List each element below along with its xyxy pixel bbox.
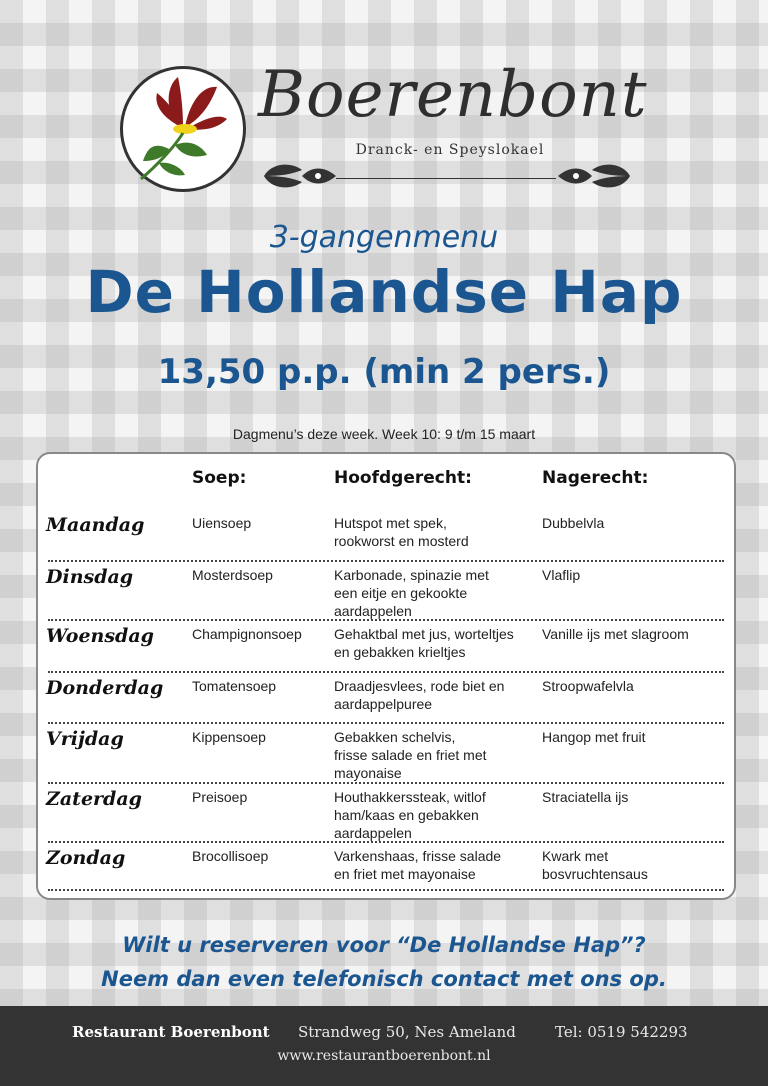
- main-cell: Karbonade, spinazie met een eitje en gekookte aardappelen: [334, 567, 489, 619]
- brand-name: Boerenbont: [258, 58, 648, 132]
- footer-restaurant-name: Restaurant Boerenbont: [72, 1023, 270, 1041]
- main-cell: Hutspot met spek, rookworst en mosterd: [334, 515, 469, 549]
- dessert-cell: Vanille ijs met slagroom: [542, 626, 689, 642]
- soup-cell: Tomatensoep: [192, 678, 277, 694]
- menu-title: De Hollandse Hap: [85, 258, 683, 326]
- footer-phone[interactable]: Tel: 0519 542293: [555, 1023, 688, 1041]
- brand-tagline: Dranck- en Speyslokael: [355, 142, 545, 158]
- main-cell: Houthakkerssteak, witlof ham/kaas en gebakken aardappelen: [334, 789, 486, 841]
- ornament-left-icon: [262, 158, 340, 194]
- header: [0, 0, 768, 440]
- main-cell: Draadjesvlees, rode biet en aardappelpuree: [334, 678, 505, 712]
- ornament-right-icon: [554, 158, 632, 194]
- row-divider: [48, 671, 724, 673]
- soup-cell: Uiensoep: [192, 515, 252, 531]
- day-label: Zondag: [46, 847, 126, 869]
- row-divider: [48, 889, 724, 891]
- main-cell: Varkenshaas, frisse salade en friet met mayonaise: [334, 848, 502, 882]
- dessert-cell: Dubbelvla: [542, 515, 605, 531]
- logo: [120, 66, 246, 192]
- day-label: Woensdag: [46, 625, 154, 647]
- row-divider: [48, 560, 724, 562]
- reservation-message: [0, 928, 768, 996]
- day-label: Donderdag: [46, 677, 164, 699]
- flower-icon: [123, 69, 243, 189]
- soup-cell: Kippensoep: [192, 729, 266, 745]
- menu-subtitle: 3-gangenmenu: [269, 220, 499, 255]
- menu-card: [36, 452, 736, 900]
- column-header-dessert: Nagerecht:: [542, 468, 649, 488]
- reservation-line-1: Wilt u reserveren voor “De Hollandse Hap”?: [122, 933, 646, 957]
- soup-cell: Mosterdsoep: [192, 567, 273, 583]
- dessert-cell: Straciatella ijs: [542, 789, 629, 805]
- column-header-main: Hoofdgerecht:: [334, 468, 472, 488]
- row-divider: [48, 841, 724, 843]
- main-cell: Gehaktbal met jus, worteltjes en gebakken krieltjes: [334, 626, 514, 660]
- column-header-soup: Soep:: [192, 468, 247, 488]
- day-label: Dinsdag: [46, 566, 134, 588]
- footer-website-link[interactable]: www.restaurantboerenbont.nl: [277, 1048, 491, 1064]
- day-label: Zaterdag: [46, 788, 142, 810]
- dessert-cell: Vlaflip: [542, 567, 581, 583]
- reservation-line-2: Neem dan even telefonisch contact met ons op.: [101, 967, 667, 991]
- soup-cell: Brocollisoep: [192, 848, 269, 864]
- day-label: Vrijdag: [46, 728, 124, 750]
- day-label: Maandag: [46, 514, 145, 536]
- row-divider: [48, 619, 724, 621]
- week-note: Dagmenu’s deze week. Week 10: 9 t/m 15 maart: [232, 426, 536, 442]
- soup-cell: Champignonsoep: [192, 626, 302, 642]
- soup-cell: Preisoep: [192, 789, 248, 805]
- row-divider: [48, 782, 724, 784]
- dessert-cell: Kwark met bosvruchtensaus: [542, 848, 648, 882]
- row-divider: [48, 722, 724, 724]
- footer: [0, 1006, 768, 1086]
- footer-address: Strandweg 50, Nes Ameland: [298, 1023, 516, 1041]
- divider: [336, 178, 556, 179]
- dessert-cell: Hangop met fruit: [542, 729, 646, 745]
- menu-price: 13,50 p.p. (min 2 pers.): [157, 352, 611, 392]
- dessert-cell: Stroopwafelvla: [542, 678, 634, 694]
- main-cell: Gebakken schelvis, frisse salade en friet met mayonaise: [334, 729, 487, 781]
